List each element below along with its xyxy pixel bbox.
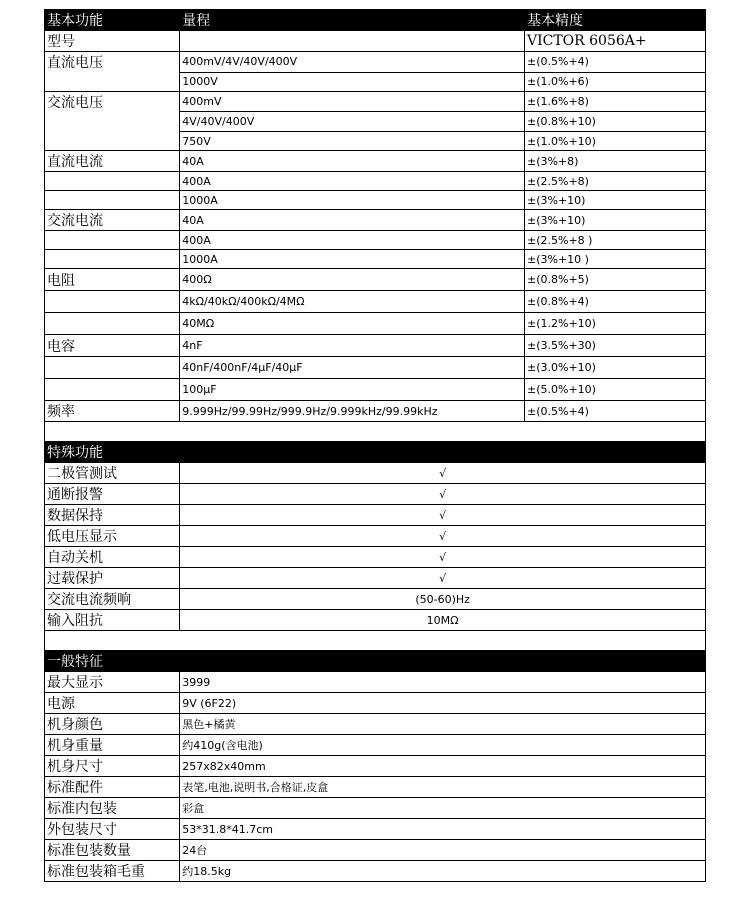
special-feature-value: √ (180, 484, 706, 505)
function-name: 频率 (45, 401, 180, 422)
special-feature-row (45, 610, 706, 631)
special-feature-row (45, 463, 706, 484)
function-cell (45, 379, 180, 401)
special-feature-value: √ (180, 505, 706, 526)
function-cell (45, 191, 180, 210)
general-spec-row (45, 756, 706, 777)
general-spec-row (45, 735, 706, 756)
special-feature-name: 输入阻抗 (45, 610, 180, 631)
header-accuracy: 基本精度 (524, 10, 705, 31)
general-spec-row (45, 672, 706, 693)
accuracy-cell: ±(0.8%+5) (524, 269, 705, 291)
measurement-row (45, 151, 706, 172)
accuracy-cell: ±(5.0%+10) (524, 379, 705, 401)
general-spec-name: 外包装尺寸 (45, 819, 180, 840)
model-label: 型号 (45, 31, 180, 52)
special-header-row (45, 442, 706, 463)
function-cell (45, 291, 180, 313)
function-name: 直流电流 (45, 151, 180, 172)
general-spec-row (45, 777, 706, 798)
general-spec-row (45, 798, 706, 819)
general-spec-name: 最大显示 (45, 672, 180, 693)
general-spec-row (45, 840, 706, 861)
function-cell (45, 172, 180, 191)
gap-cell (45, 631, 706, 651)
accuracy-cell: ±(0.5%+4) (524, 52, 705, 73)
gap-cell (45, 422, 706, 442)
special-feature-row (45, 484, 706, 505)
measurement-row (45, 72, 706, 91)
section-gap (45, 422, 706, 442)
special-feature-name: 自动关机 (45, 547, 180, 568)
measurement-row (45, 210, 706, 231)
model-row (45, 31, 706, 52)
range-cell: 750V (180, 132, 525, 151)
general-spec-value: 257x82x40mm (180, 756, 706, 777)
range-cell: 40MΩ (180, 313, 525, 335)
function-name: 电阻 (45, 269, 180, 291)
range-cell: 4kΩ/40kΩ/400kΩ/4MΩ (180, 291, 525, 313)
special-feature-row (45, 526, 706, 547)
measurement-row (45, 335, 706, 357)
general-spec-value: 24台 (180, 840, 706, 861)
range-cell: 40nF/400nF/4μF/40μF (180, 357, 525, 379)
range-cell: 100μF (180, 379, 525, 401)
range-cell: 400Ω (180, 269, 525, 291)
range-cell: 400mV/4V/40V/400V (180, 52, 525, 73)
basic-header-row (45, 10, 706, 31)
function-cell (45, 231, 180, 250)
special-feature-name: 交流电流频响 (45, 589, 180, 610)
measurement-row (45, 191, 706, 210)
measurement-row (45, 52, 706, 73)
general-spec-value: 53*31.8*41.7cm (180, 819, 706, 840)
general-spec-name: 机身重量 (45, 735, 180, 756)
general-spec-row (45, 819, 706, 840)
special-feature-value: √ (180, 568, 706, 589)
general-spec-name: 电源 (45, 693, 180, 714)
special-header: 特殊功能 (45, 442, 706, 463)
accuracy-cell: ±(0.8%+4) (524, 291, 705, 313)
special-feature-row (45, 589, 706, 610)
general-spec-name: 机身颜色 (45, 714, 180, 735)
function-cell (45, 72, 180, 91)
special-feature-name: 低电压显示 (45, 526, 180, 547)
general-spec-row (45, 861, 706, 882)
special-feature-name: 过载保护 (45, 568, 180, 589)
accuracy-cell: ±(1.6%+8) (524, 91, 705, 112)
function-cell (45, 112, 180, 132)
measurement-row (45, 269, 706, 291)
accuracy-cell: ±(2.5%+8) (524, 172, 705, 191)
model-value: VICTOR 6056A+ (524, 31, 705, 52)
measurement-row (45, 91, 706, 112)
header-range: 量程 (180, 10, 525, 31)
section-gap (45, 631, 706, 651)
range-cell: 400A (180, 231, 525, 250)
range-cell: 4V/40V/400V (180, 112, 525, 132)
measurement-row (45, 132, 706, 151)
general-spec-name: 标准配件 (45, 777, 180, 798)
range-cell: 4nF (180, 335, 525, 357)
range-cell: 400mV (180, 91, 525, 112)
general-spec-value: 约18.5kg (180, 861, 706, 882)
accuracy-cell: ±(3%+8) (524, 151, 705, 172)
measurement-row (45, 172, 706, 191)
general-spec-name: 标准包装箱毛重 (45, 861, 180, 882)
function-name: 直流电压 (45, 52, 180, 73)
special-feature-row (45, 547, 706, 568)
function-cell (45, 357, 180, 379)
measurement-row (45, 291, 706, 313)
measurement-row (45, 357, 706, 379)
range-cell: 1000A (180, 191, 525, 210)
general-spec-value: 9V (6F22) (180, 693, 706, 714)
accuracy-cell: ±(0.8%+10) (524, 112, 705, 132)
special-feature-value: √ (180, 547, 706, 568)
general-spec-value: 黑色+橘黄 (180, 714, 706, 735)
header-function: 基本功能 (45, 10, 180, 31)
special-feature-value: 10MΩ (180, 610, 706, 631)
measurement-row (45, 250, 706, 269)
measurement-row (45, 231, 706, 250)
special-feature-value: (50-60)Hz (180, 589, 706, 610)
range-cell: 40A (180, 151, 525, 172)
general-spec-row (45, 693, 706, 714)
accuracy-cell: ±(3.5%+30) (524, 335, 705, 357)
general-spec-name: 机身尺寸 (45, 756, 180, 777)
general-spec-value: 3999 (180, 672, 706, 693)
general-spec-row (45, 714, 706, 735)
accuracy-cell: ±(1.0%+6) (524, 72, 705, 91)
special-feature-name: 通断报警 (45, 484, 180, 505)
special-feature-value: √ (180, 463, 706, 484)
measurement-row (45, 379, 706, 401)
function-name: 交流电流 (45, 210, 180, 231)
range-cell: 1000V (180, 72, 525, 91)
range-cell: 400A (180, 172, 525, 191)
general-spec-value: 约410g(含电池) (180, 735, 706, 756)
measurement-row (45, 401, 706, 422)
function-name: 交流电压 (45, 91, 180, 112)
spec-table (44, 9, 706, 882)
range-cell: 9.999Hz/99.99Hz/999.9Hz/9.999kHz/99.99kHz (180, 401, 525, 422)
accuracy-cell: ±(3%+10 ) (524, 250, 705, 269)
range-cell: 40A (180, 210, 525, 231)
general-header-row (45, 651, 706, 672)
general-spec-value: 彩盒 (180, 798, 706, 819)
special-feature-name: 数据保持 (45, 505, 180, 526)
model-empty (180, 31, 525, 52)
general-spec-name: 标准内包装 (45, 798, 180, 819)
accuracy-cell: ±(1.2%+10) (524, 313, 705, 335)
accuracy-cell: ±(3%+10) (524, 210, 705, 231)
special-feature-row (45, 505, 706, 526)
accuracy-cell: ±(3.0%+10) (524, 357, 705, 379)
measurement-row (45, 313, 706, 335)
function-name: 电容 (45, 335, 180, 357)
special-feature-value: √ (180, 526, 706, 547)
measurement-row (45, 112, 706, 132)
general-spec-value: 表笔,电池,说明书,合格证,皮盒 (180, 777, 706, 798)
accuracy-cell: ±(1.0%+10) (524, 132, 705, 151)
general-header: 一般特征 (45, 651, 706, 672)
spec-sheet (44, 9, 706, 882)
accuracy-cell: ±(2.5%+8 ) (524, 231, 705, 250)
special-feature-name: 二极管测试 (45, 463, 180, 484)
accuracy-cell: ±(3%+10) (524, 191, 705, 210)
function-cell (45, 132, 180, 151)
function-cell (45, 313, 180, 335)
function-cell (45, 250, 180, 269)
special-feature-row (45, 568, 706, 589)
range-cell: 1000A (180, 250, 525, 269)
general-spec-name: 标准包装数量 (45, 840, 180, 861)
accuracy-cell: ±(0.5%+4) (524, 401, 705, 422)
